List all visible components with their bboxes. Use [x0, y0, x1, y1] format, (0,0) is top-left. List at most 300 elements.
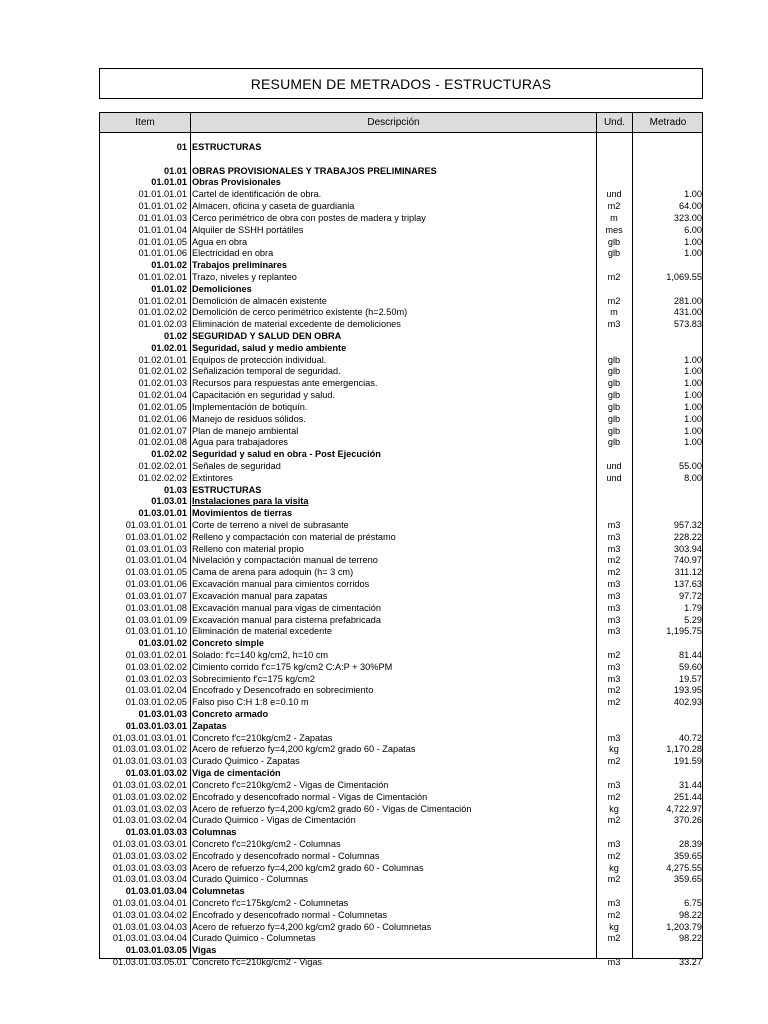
row-metrado: [632, 945, 702, 957]
row-item: 01.03.01.03.02.02: [112, 791, 187, 802]
row-unit: [596, 154, 632, 166]
row-description: Concreto simple: [192, 638, 264, 649]
row-unit: [596, 284, 632, 296]
row-unit: und: [606, 472, 622, 483]
row-item: 01.03: [164, 484, 187, 495]
row-metrado: 137.63: [673, 579, 702, 590]
row-unit: [596, 449, 632, 461]
row-item: 01.02.01.04: [138, 390, 187, 401]
row-unit: [596, 827, 632, 839]
row-description: Relleno y compactación con material de préstamo: [192, 531, 396, 542]
row-description: Curado Quimico - Zapatas: [192, 756, 300, 767]
row-unit: [596, 709, 632, 721]
row-item: 01.03.01.01.02: [125, 531, 187, 542]
table-row: [100, 355, 702, 367]
table-row: [100, 177, 702, 189]
row-unit: m2: [607, 649, 621, 660]
row-description: Agua para trabajadores: [192, 437, 289, 448]
row-item: 01.03.01.03.03.04: [112, 874, 187, 885]
table-row: [100, 685, 702, 697]
row-item: 01.03.01.02.02: [125, 661, 187, 672]
row-unit: m2: [607, 874, 621, 885]
row-description: Concreto f'c=175kg/cm2 - Columnetas: [192, 898, 349, 908]
row-unit: glb: [607, 248, 621, 259]
row-metrado: 33.27: [679, 957, 702, 968]
row-metrado: 1.00: [684, 437, 702, 448]
document-title: RESUMEN DE METRADOS - ESTRUCTURAS: [99, 68, 703, 99]
row-unit: kg: [609, 744, 619, 755]
row-metrado: 251.44: [673, 791, 702, 802]
row-metrado: 1.00: [684, 390, 702, 401]
row-unit: [596, 260, 632, 272]
row-description: Almacen, oficina y caseta de guardiania: [192, 201, 355, 212]
row-metrado: 228.22: [673, 531, 702, 542]
row-description: Trazo, niveles y replanteo: [192, 271, 297, 282]
row-metrado: 55.00: [679, 460, 702, 471]
row-metrado: 97.72: [679, 590, 702, 601]
table-row: [100, 709, 702, 721]
row-description: OBRAS PROVISIONALES Y TRABAJOS PRELIMINARES: [192, 165, 437, 176]
row-item: 01.03.01.03.01.03: [112, 756, 187, 767]
row-metrado: [632, 166, 702, 178]
row-item: 01.03.01.03.01.01: [112, 732, 187, 743]
row-unit: [596, 638, 632, 650]
row-metrado: 573.83: [673, 319, 702, 330]
row-metrado: 431.00: [673, 307, 702, 318]
table-row: [100, 248, 702, 260]
table-row: [100, 674, 702, 686]
row-metrado: 98.22: [679, 909, 702, 920]
row-description: Curado Quimico - Columnas: [192, 874, 308, 885]
row-metrado: 6.75: [684, 898, 702, 908]
row-metrado: [632, 154, 702, 166]
row-item: 01.02.01.05: [138, 401, 187, 412]
row-item: 01.03.01.02.03: [125, 673, 187, 684]
row-item: 01.02.01.08: [138, 437, 187, 448]
row-unit: m3: [607, 543, 621, 554]
row-item: 01.01.01.06: [138, 248, 187, 259]
table-row: [100, 225, 702, 237]
row-description: Acero de refuerzo fy=4,200 kg/cm2 grado 60 - Zapatas: [192, 744, 416, 755]
row-metrado: [632, 508, 702, 520]
row-description: Eliminación de material excedente de demoliciones: [192, 319, 401, 330]
row-description: Extintores: [192, 472, 233, 483]
row-item: 01.03.01.03.04.01: [112, 898, 187, 908]
row-unit: m3: [607, 898, 621, 908]
row-unit: m3: [607, 531, 621, 542]
row-description: Cama de arena para adoquin (h= 3 cm): [192, 567, 354, 578]
row-unit: m3: [607, 732, 621, 743]
row-metrado: 1,069.55: [666, 271, 702, 282]
row-description: Solado: f'c=140 kg/cm2, h=10 cm: [192, 649, 329, 660]
row-unit: m3: [607, 626, 621, 637]
row-description: Encofrado y desencofrado normal - Columnas: [192, 850, 380, 861]
row-metrado: [632, 343, 702, 355]
row-item: 01.03.01.03.03: [125, 827, 187, 838]
table-row: [100, 520, 702, 532]
row-item: 01.03.01.01.04: [125, 555, 187, 566]
row-item: 01.03.01.03.04.03: [112, 921, 187, 932]
table-row: [100, 898, 702, 910]
row-item: 01.03.01.01.09: [125, 614, 187, 625]
row-description: Concreto f'c=210kg/cm2 - Zapatas: [192, 732, 333, 743]
row-metrado: 303.94: [673, 543, 702, 554]
row-metrado: 31.44: [679, 779, 702, 790]
row-item: 01.03.01: [151, 496, 187, 507]
table-row: [100, 544, 702, 556]
row-description: Obras Provisionales: [192, 177, 281, 188]
row-unit: m2: [607, 295, 621, 306]
row-unit: m: [610, 307, 618, 318]
table-body: [100, 142, 702, 969]
row-item: 01.03.01.01.01: [125, 520, 187, 530]
row-metrado: 359.65: [673, 874, 702, 885]
row-item: 01.01.02: [151, 283, 187, 294]
row-unit: m2: [607, 567, 621, 578]
row-metrado: 957.32: [673, 520, 702, 530]
row-metrado: 19.57: [679, 673, 702, 684]
row-item: 01.03.01.02.05: [125, 697, 187, 708]
table-row: [100, 591, 702, 603]
header-item: Item: [135, 117, 155, 128]
row-unit: [596, 343, 632, 355]
row-unit: m2: [607, 909, 621, 920]
table-row: [100, 366, 702, 378]
row-unit: m3: [607, 590, 621, 601]
row-item: 01.03.01.01.03: [125, 543, 187, 554]
row-description: Eliminación de material excedente: [192, 626, 332, 637]
row-unit: glb: [607, 425, 621, 436]
table-row: [100, 532, 702, 544]
row-item: 01.03.01.03.02.04: [112, 815, 187, 826]
row-unit: [596, 485, 632, 497]
row-metrado: 1,170.28: [666, 744, 702, 755]
table-row: [100, 815, 702, 827]
row-metrado: 1.00: [684, 248, 702, 259]
row-unit: [596, 142, 632, 154]
row-description: Equipos de protección individual.: [192, 354, 327, 365]
row-description: SEGURIDAD Y SALUD DEN OBRA: [192, 331, 342, 341]
row-item: 01.01.02.03: [138, 319, 187, 330]
table-row: [100, 461, 702, 473]
row-unit: glb: [607, 413, 621, 424]
row-item: 01.01.01.02: [138, 201, 187, 212]
header-metrado: Metrado: [649, 117, 687, 128]
row-unit: [596, 177, 632, 189]
row-unit: m2: [607, 697, 621, 708]
row-metrado: [632, 827, 702, 839]
table-row: [100, 603, 702, 615]
row-description: Seguridad y salud en obra - Post Ejecución: [192, 449, 381, 460]
row-metrado: 64.00: [679, 201, 702, 212]
row-item: 01.03.01.02.04: [125, 685, 187, 696]
row-unit: [596, 886, 632, 898]
table-row: [100, 166, 702, 178]
row-description: Manejo de residuos sólidos.: [192, 413, 306, 424]
row-unit: m3: [607, 520, 621, 530]
row-metrado: 1.00: [684, 401, 702, 412]
row-description: ESTRUCTURAS: [192, 142, 262, 152]
table-row: [100, 378, 702, 390]
row-metrado: [632, 260, 702, 272]
row-unit: glb: [607, 366, 621, 377]
row-metrado: 323.00: [673, 212, 702, 223]
table-row: [100, 319, 702, 331]
row-item: 01.01.01.01: [138, 189, 187, 200]
row-description: Curado Quimico - Vigas de Cimentación: [192, 815, 356, 826]
row-metrado: 28.39: [679, 838, 702, 849]
row-metrado: 1.00: [684, 425, 702, 436]
row-metrado: 740.97: [673, 555, 702, 566]
row-description: Acero de refuerzo fy=4,200 kg/cm2 grado 60 - Vigas de Cimentación: [192, 803, 472, 814]
row-metrado: [632, 638, 702, 650]
row-unit: m3: [607, 661, 621, 672]
row-metrado: 359.65: [673, 850, 702, 861]
table-row: [100, 449, 702, 461]
row-unit: kg: [609, 803, 619, 814]
row-description: Agua en obra: [192, 236, 248, 247]
row-item: 01.03.01.01.10: [125, 626, 187, 637]
row-item: [100, 154, 189, 166]
row-description: Alquiler de SSHH portátiles: [192, 224, 304, 235]
row-metrado: [632, 485, 702, 497]
row-item: 01.03.01.02.01: [125, 649, 187, 660]
row-unit: glb: [607, 378, 621, 389]
row-metrado: [632, 721, 702, 733]
row-item: 01.01.01: [151, 177, 187, 188]
row-unit: m2: [607, 791, 621, 802]
row-description: Encofrado y Desencofrado en sobrecimiento: [192, 685, 374, 696]
header-descripcion: Descripción: [367, 117, 420, 128]
row-metrado: [632, 886, 702, 898]
row-unit: m: [610, 212, 618, 223]
row-description: Excavación manual para zapatas: [192, 590, 328, 601]
row-unit: m2: [607, 815, 621, 826]
table-row: [100, 945, 702, 957]
row-unit: [596, 768, 632, 780]
table-row: [100, 414, 702, 426]
row-description: ESTRUCTURAS: [192, 484, 262, 495]
table-row: [100, 874, 702, 886]
table-row: [100, 780, 702, 792]
row-unit: kg: [609, 862, 619, 873]
table-row: [100, 662, 702, 674]
row-description: Plan de manejo ambiental: [192, 425, 299, 436]
table-row: [100, 851, 702, 863]
row-metrado: 81.44: [679, 649, 702, 660]
row-item: 01.03.01.03.02.03: [112, 803, 187, 814]
metrados-table: [99, 112, 703, 968]
row-metrado: 370.26: [673, 815, 702, 826]
row-description: Recursos para respuestas ante emergencias.: [192, 378, 378, 389]
table-row: [100, 804, 702, 816]
row-description: Demoliciones: [192, 283, 252, 294]
row-unit: [596, 721, 632, 733]
row-item: 01.03.01.01.06: [125, 579, 187, 590]
row-metrado: 4,275.55: [666, 862, 702, 873]
row-description: Encofrado y desencofrado normal - Vigas de Cimentación: [192, 791, 428, 802]
row-description: Electricidad en obra: [192, 248, 274, 259]
row-item: 01.03.01.03.05.01: [112, 957, 187, 968]
table-row: [100, 307, 702, 319]
table-row: [100, 485, 702, 497]
row-item: 01.03.01.03: [138, 709, 187, 719]
row-description: Vigas: [192, 945, 217, 956]
row-unit: kg: [609, 921, 619, 932]
row-unit: [596, 508, 632, 520]
row-metrado: 6.00: [684, 224, 702, 235]
row-description: Sobrecimiento f'c=175 kg/cm2: [192, 673, 316, 684]
table-row: [100, 154, 702, 166]
table-row: [100, 473, 702, 485]
row-item: 01.02.01.02: [138, 366, 187, 377]
table-row: [100, 260, 702, 272]
row-item: 01.03.01.01.08: [125, 602, 187, 613]
row-description: Curado Quimico - Columnetas: [192, 933, 316, 944]
row-metrado: 5.29: [684, 614, 702, 625]
row-metrado: [632, 768, 702, 780]
row-metrado: [632, 449, 702, 461]
row-item: 01.03.01.01.05: [125, 567, 187, 578]
row-unit: m2: [607, 555, 621, 566]
row-metrado: 4,722.97: [666, 803, 702, 814]
row-unit: m2: [607, 201, 621, 212]
row-unit: [596, 331, 632, 343]
row-metrado: 281.00: [673, 295, 702, 306]
row-item: 01.02.02.01: [138, 460, 187, 471]
row-item: 01.02.01.01: [138, 354, 187, 365]
table-row: [100, 827, 702, 839]
table-row: [100, 615, 702, 627]
row-item: 01.03.01.03.02.01: [112, 779, 187, 790]
row-unit: m3: [607, 319, 621, 330]
row-description: Concreto f'c=210kg/cm2 - Vigas: [192, 957, 323, 968]
row-metrado: 59.60: [679, 661, 702, 672]
row-description: Zapatas: [192, 720, 227, 731]
table-row: [100, 508, 702, 520]
row-description: Excavación manual para vigas de cimentación: [192, 602, 381, 613]
row-description: Concreto f'c=210kg/cm2 - Columnas: [192, 838, 341, 849]
table-row: [100, 390, 702, 402]
table-row: [100, 638, 702, 650]
table-row: [100, 237, 702, 249]
table-row: [100, 839, 702, 851]
row-item: 01.02.02: [151, 449, 187, 460]
row-description: Trabajos preliminares: [192, 260, 287, 271]
row-description: Cerco perimétrico de obra con postes de madera y triplay: [192, 212, 426, 223]
row-unit: m2: [607, 271, 621, 282]
row-item: 01.01: [164, 165, 187, 176]
row-unit: [596, 496, 632, 508]
row-item: 01.03.01.03.03.03: [112, 862, 187, 873]
table-row: [100, 201, 702, 213]
row-item: 01.01.01.03: [138, 212, 187, 223]
table-row: [100, 213, 702, 225]
table-row: [100, 567, 702, 579]
row-item: 01.01.02.02: [138, 307, 187, 318]
row-metrado: [632, 709, 702, 721]
row-item: 01.03.01.03.01.02: [112, 744, 187, 755]
row-description: Concreto armado: [192, 709, 269, 719]
row-unit: glb: [607, 236, 621, 247]
row-description: Encofrado y desencofrado normal - Columnetas: [192, 909, 388, 920]
row-metrado: [632, 142, 702, 154]
table-row: [100, 579, 702, 591]
table-row: [100, 650, 702, 662]
table-row: [100, 272, 702, 284]
row-metrado: [632, 331, 702, 343]
table-row: [100, 792, 702, 804]
row-item: 01.01.01.05: [138, 236, 187, 247]
row-item: 01.03.01.01: [138, 508, 187, 519]
row-metrado: [632, 496, 702, 508]
row-unit: [596, 945, 632, 957]
row-metrado: 1.00: [684, 236, 702, 247]
row-description: Nivelación y compactación manual de terreno: [192, 555, 378, 566]
row-metrado: 191.59: [673, 756, 702, 767]
row-metrado: 98.22: [679, 933, 702, 944]
row-unit: m3: [607, 779, 621, 790]
row-item: 01.03.01.03.04.02: [112, 909, 187, 920]
row-metrado: 8.00: [684, 472, 702, 483]
row-metrado: 1.00: [684, 378, 702, 389]
table-row: [100, 437, 702, 449]
row-item: 01.01.02.01: [138, 271, 187, 282]
table-row: [100, 142, 702, 154]
row-item: 01.01.01.04: [138, 224, 187, 235]
header-und: Und.: [603, 117, 626, 128]
row-metrado: 40.72: [679, 732, 702, 743]
table-row: [100, 863, 702, 875]
table-row: [100, 910, 702, 922]
table-row: [100, 331, 702, 343]
row-item: 01.01.02: [151, 260, 187, 271]
row-item: 01.03.01.03.05: [125, 945, 187, 956]
table-row: [100, 721, 702, 733]
row-item: 01.02.01.06: [138, 413, 187, 424]
table-row: [100, 284, 702, 296]
row-description: Viga de cimentación: [192, 768, 281, 779]
row-metrado: 1.79: [684, 602, 702, 613]
row-description: Corte de terreno a nivel de subrasante: [192, 520, 349, 530]
row-unit: und: [606, 460, 622, 471]
table-row: [100, 768, 702, 780]
row-unit: m3: [607, 838, 621, 849]
row-item: 01.02.01: [151, 342, 187, 353]
row-description: Columnetas: [192, 886, 245, 897]
row-description: Instalaciones para la visita: [192, 496, 309, 507]
row-item: 01: [176, 142, 187, 152]
row-unit: und: [606, 189, 622, 200]
row-description: Concreto f'c=210kg/cm2 - Vigas de Cimentación: [192, 779, 389, 790]
row-description: Movimientos de tierras: [192, 508, 293, 519]
table-row: [100, 933, 702, 945]
row-unit: glb: [607, 390, 621, 401]
row-item: 01.03.01.03.04: [125, 886, 187, 897]
row-description: Seguridad, salud y medio ambiente: [192, 342, 347, 353]
row-metrado: 193.95: [673, 685, 702, 696]
table-row: [100, 922, 702, 934]
row-description: Demolición de almacén existente: [192, 295, 327, 306]
table-row: [100, 296, 702, 308]
row-metrado: [632, 284, 702, 296]
row-unit: m3: [607, 602, 621, 613]
row-metrado: 1,203.79: [666, 921, 702, 932]
row-description: Señales de seguridad: [192, 460, 281, 471]
table-row: [100, 733, 702, 745]
row-item: 01.02.01.03: [138, 378, 187, 389]
row-unit: glb: [607, 354, 621, 365]
